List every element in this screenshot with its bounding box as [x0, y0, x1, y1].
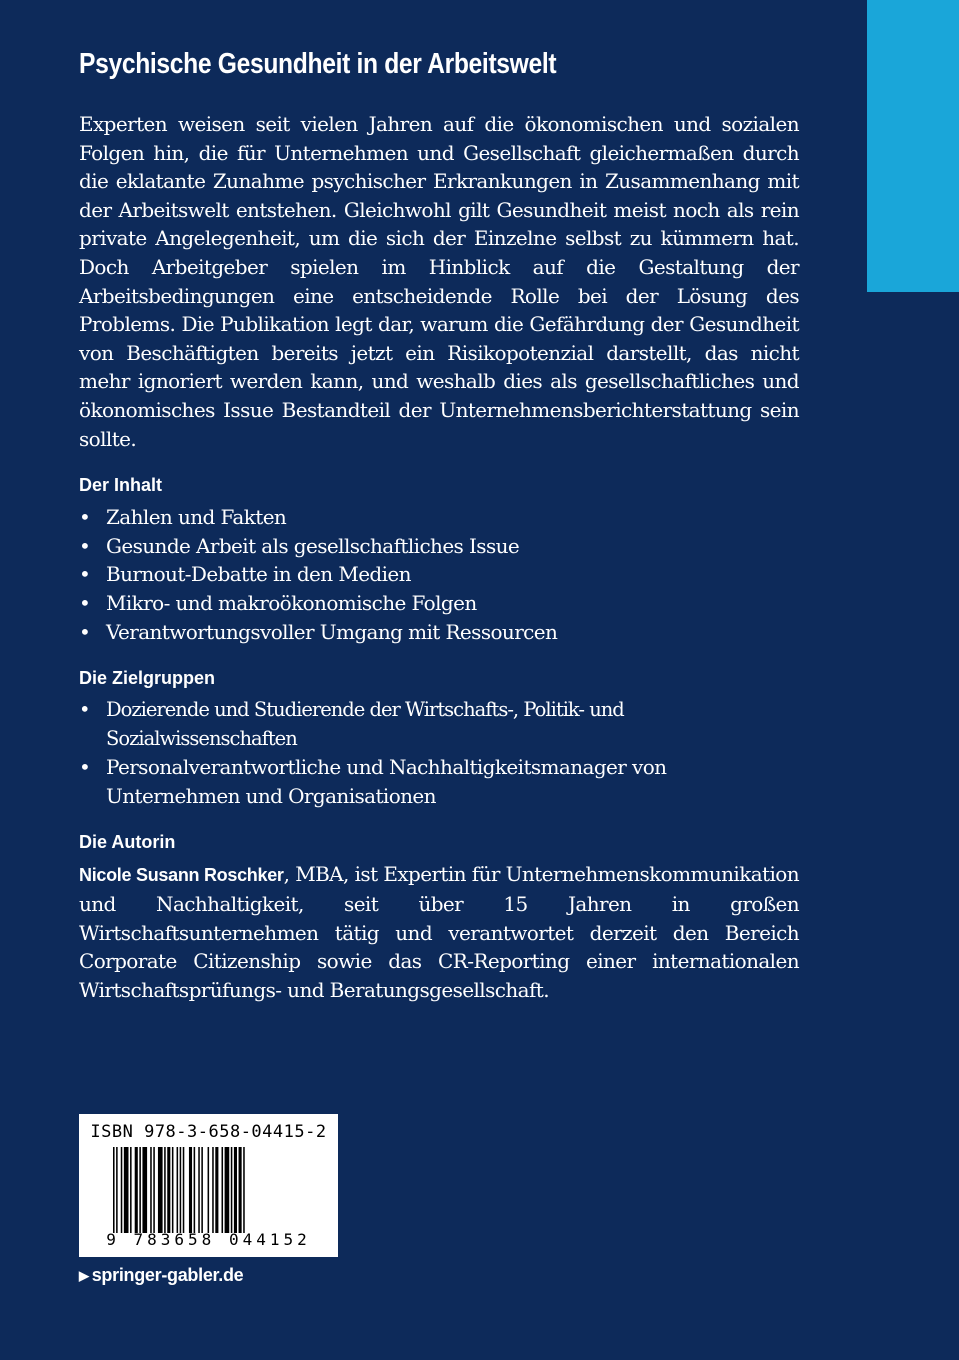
barcode-bar — [164, 1147, 166, 1233]
barcode-digits: 9 783658 044152 — [106, 1230, 311, 1249]
section-heading-zielgruppen: Die Zielgruppen — [79, 668, 216, 689]
publisher-link[interactable] — [79, 1263, 243, 1289]
list-item: • Gesunde Arbeit als gesellschaftliches Issue — [79, 532, 799, 561]
barcode-bar — [113, 1147, 115, 1233]
barcode-bar — [130, 1147, 132, 1233]
barcode-bar — [198, 1147, 200, 1233]
back-cover-content — [79, 46, 799, 1004]
bullet-icon: • — [79, 755, 91, 780]
list-item: • Mikro- und makroökonomische Folgen — [79, 589, 799, 618]
barcode-bar — [180, 1147, 182, 1233]
barcode-bar — [177, 1147, 179, 1233]
list-item: • Zahlen und Fakten — [79, 503, 799, 532]
isbn-barcode — [79, 1114, 338, 1257]
barcode-bar — [172, 1147, 174, 1233]
bullet-icon: • — [79, 590, 91, 615]
barcode-bar — [243, 1147, 245, 1233]
barcode-bar — [124, 1147, 129, 1233]
barcode-bar — [139, 1147, 141, 1233]
intro-paragraph: Experten weisen seit vielen Jahren auf die ökonomischen und sozialen Folgen hin, die für Unternehmen und Gesellschaft gleichermaßen durch die eklatante Zunahme psychischer Erkrankungen in Zusammenhang mit der Arbeitswelt entstehen. Gleichwohl gilt Gesundheit meist noch als rein private Angelegenheit, um die sich der Einzelne selbst zu kümmern hat. Doch Arbeitgeber spielen im Hinblick auf die Gestaltung der Arbeitsbedingungen eine entscheidende Rolle bei der Lösung des Problems. Die Publikation legt dar, warum die Gefährdung der Gesundheit von Beschäftigten bereits jetzt ein Risikopotenzial darstellt, das nicht mehr ignoriert werden kann, und weshalb dies als gesellschaftliches und ökonomisches Issue Bestandteil der Unternehmensberichterstattung sein sollte. — [79, 112, 799, 451]
barcode-bar — [215, 1147, 218, 1233]
inhalt-list — [79, 503, 799, 646]
bullet-icon: • — [79, 698, 90, 722]
isbn-label: ISBN 978-3-658-04415-2 — [90, 1122, 327, 1142]
author-name: Nicole Susann Roschker — [79, 865, 284, 886]
play-arrow-icon: ▶ — [79, 1268, 89, 1283]
barcode-bar — [150, 1147, 152, 1233]
author-bio — [79, 860, 799, 1004]
bullet-icon: • — [79, 533, 91, 558]
barcode-bar — [116, 1147, 118, 1233]
barcode-bar — [183, 1147, 185, 1233]
section-heading-inhalt: Der Inhalt — [79, 475, 163, 496]
barcode-bar — [201, 1147, 203, 1233]
list-item: • Personalverantwortliche und Nachhaltigkeitsmanager von Unternehmen und Organisationen — [79, 755, 667, 808]
bullet-icon: • — [79, 619, 91, 644]
author-bio-text: , MBA, ist Expertin für Unternehmenskommunikation und Nachhaltigkeit, seit über 15 Jahren in großen Wirtschaftsunternehmen tätig und verantwortet derzeit den Bereich Corporate Citizenship sowie das CR-Reporting einer internationalen Wirtschaftsprüfungs- und Beratungsgesellschaft. — [79, 862, 799, 1002]
barcode-bar — [212, 1147, 214, 1233]
barcode-bar — [121, 1147, 123, 1233]
barcode-bar — [189, 1147, 192, 1233]
barcode-bar — [239, 1147, 242, 1233]
bullet-icon: • — [79, 505, 91, 530]
barcode-bar — [231, 1147, 233, 1233]
barcode-bars — [113, 1147, 307, 1233]
barcode-bar — [167, 1147, 170, 1233]
list-item: • Dozierende und Studierende der Wirtschafts-, Politik- und Sozialwissenschaften — [79, 698, 624, 750]
book-title: Psychische Gesundheit in der Arbeitswelt — [79, 48, 557, 80]
barcode-bar — [222, 1147, 224, 1233]
section-heading-autorin: Die Autorin — [79, 832, 176, 853]
barcode-bar — [142, 1147, 147, 1233]
barcode-bar — [234, 1147, 237, 1233]
barcode-bar — [208, 1147, 210, 1233]
barcode-bar — [135, 1147, 138, 1233]
zielgruppen-list — [79, 696, 799, 810]
publisher-link-text: springer-gabler.de — [91, 1265, 244, 1285]
bullet-icon: • — [79, 562, 91, 587]
list-item: • Verantwortungsvoller Umgang mit Ressourcen — [79, 618, 799, 647]
barcode-bar — [158, 1147, 163, 1233]
barcode-bar — [153, 1147, 155, 1233]
accent-strip — [867, 0, 959, 292]
list-item: • Burnout-Debatte in den Medien — [79, 560, 799, 589]
barcode-bar — [225, 1147, 230, 1233]
barcode-bar — [194, 1147, 196, 1233]
